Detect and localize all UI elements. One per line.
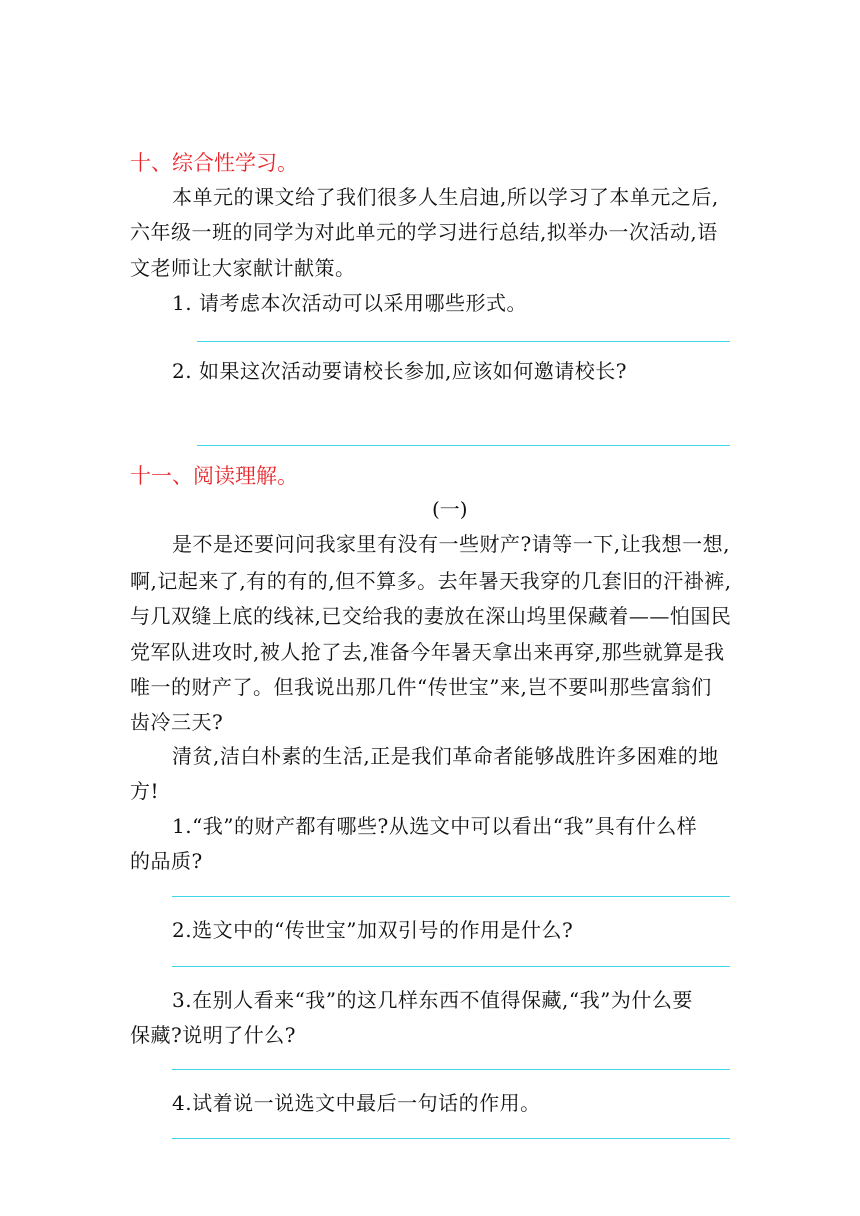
reading-question-3-line-2: 保藏?说明了什么? [130, 1023, 296, 1047]
answer-line [172, 896, 730, 897]
answer-line [197, 445, 730, 446]
section-10-question-2: 2. 如果这次活动要请校长参加,应该如何邀请校长? [172, 359, 628, 383]
section-10-intro-line-2: 六年级一班的同学为对此单元的学习进行总结,拟举办一次活动,语 [130, 220, 718, 244]
answer-line [172, 1138, 730, 1139]
section-11-heading: 十一、阅读理解。 [130, 464, 298, 488]
reading-question-1-line-2: 的品质? [130, 849, 203, 873]
passage-line: 清贫,洁白朴素的生活,正是我们革命者能够战胜许多困难的地 [172, 744, 719, 768]
section-10-intro-line-1: 本单元的课文给了我们很多人生启迪,所以学习了本单元之后, [172, 185, 719, 209]
passage-line: 方! [130, 779, 160, 803]
passage-line: 与几双缝上底的线袜,已交给我的妻放在深山坞里保藏着——怕国民 [130, 604, 732, 628]
answer-line [172, 966, 730, 967]
section-10-question-1: 1. 请考虑本次活动可以采用哪些形式。 [172, 291, 527, 315]
passage-line: 党军队进攻时,被人抢了去,准备今年暑天拿出来再穿,那些就算是我 [130, 640, 725, 664]
passage-line: 齿冷三天? [130, 710, 224, 734]
reading-question-3-line-1: 3.在别人看来“我”的这几样东西不值得保藏,“我”为什么要 [172, 988, 693, 1012]
passage-line: 是不是还要问问我家里有没有一些财产?请等一下,让我想一想, [172, 532, 730, 556]
answer-line [172, 1069, 730, 1070]
passage-subheading: (一) [432, 497, 468, 521]
reading-question-1-line-1: 1.“我”的财产都有哪些?从选文中可以看出“我”具有什么样 [172, 814, 698, 838]
passage-line: 唯一的财产了。但我说出那几件“传世宝”来,岂不要叫那些富翁们 [130, 675, 712, 699]
section-10-heading: 十、综合性学习。 [130, 151, 298, 175]
answer-line [197, 341, 730, 342]
passage-line: 啊,记起来了,有的有的,但不算多。去年暑天我穿的几套旧的汗褂裤, [130, 569, 732, 593]
reading-question-2: 2.选文中的“传世宝”加双引号的作用是什么? [172, 918, 574, 942]
reading-question-4: 4.试着说一说选文中最后一句话的作用。 [172, 1091, 541, 1115]
section-10-intro-line-3: 文老师让大家献计献策。 [130, 256, 356, 280]
